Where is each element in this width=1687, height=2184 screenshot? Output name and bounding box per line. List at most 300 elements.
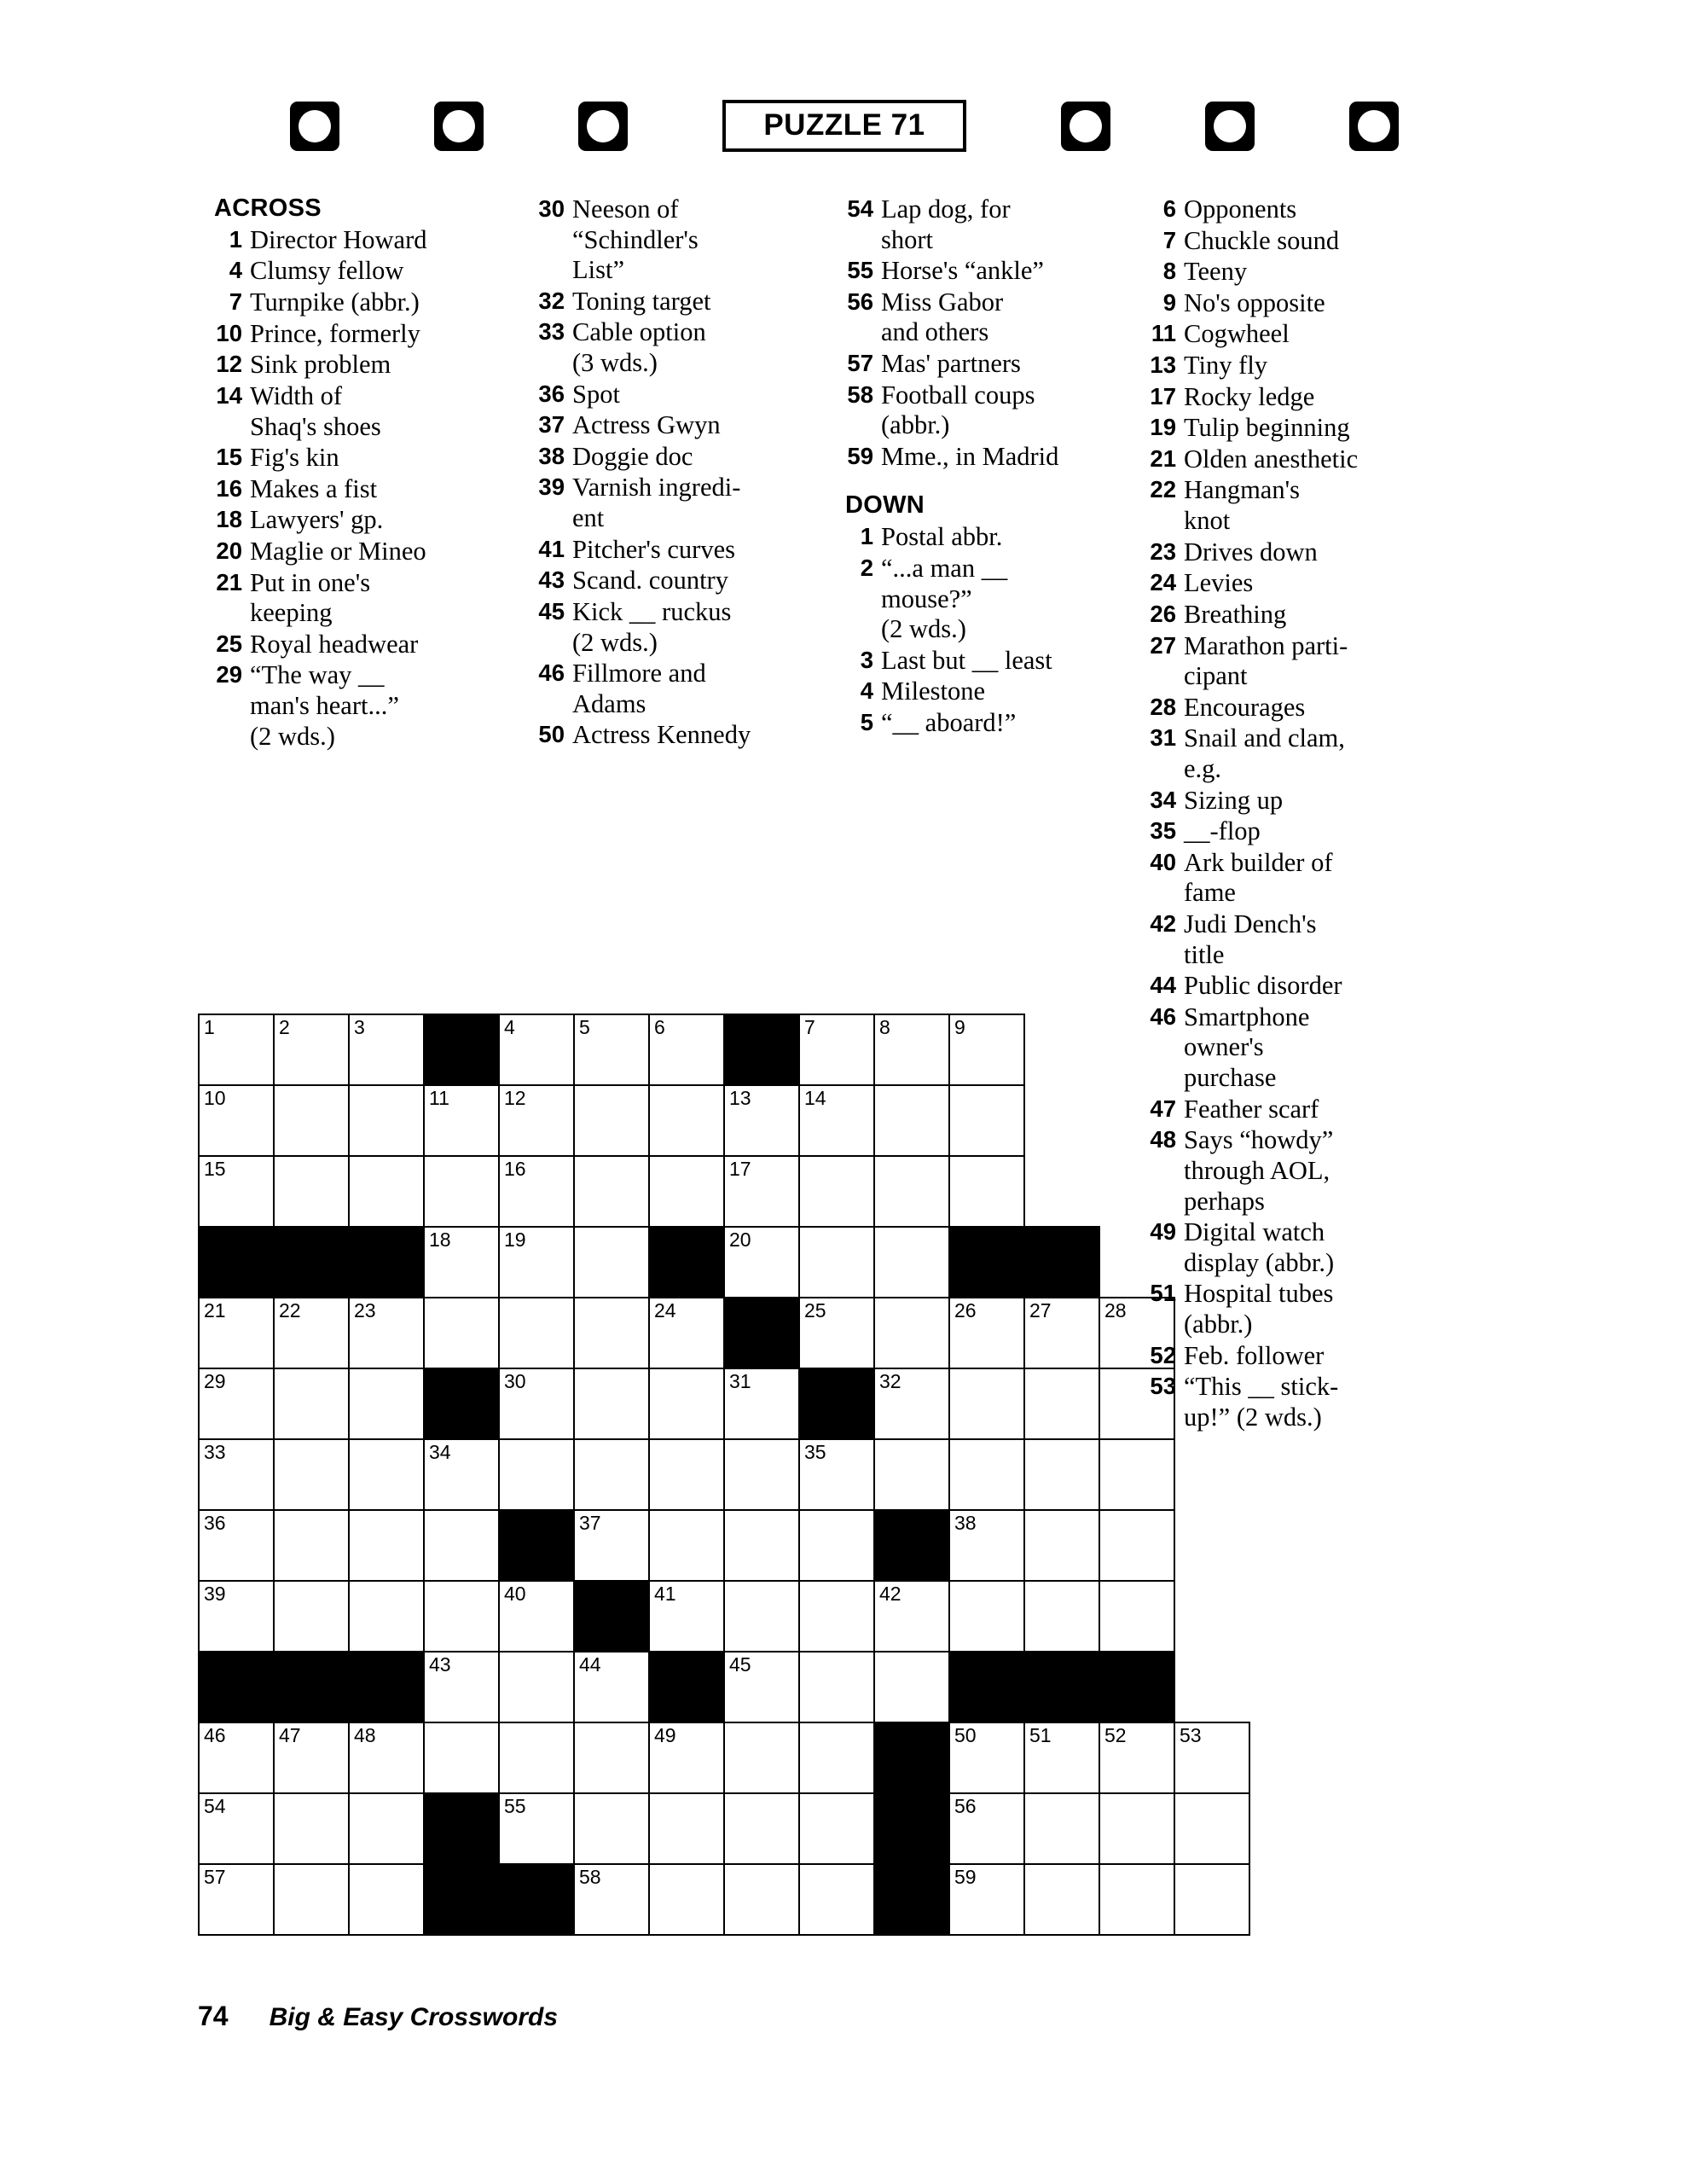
clue-line: Teeny <box>1184 257 1248 287</box>
grid-cell[interactable] <box>349 1014 424 1085</box>
grid-cell[interactable] <box>724 1368 799 1439</box>
clue-line: ent <box>572 503 605 533</box>
clue-line: “Schindler's <box>572 224 699 254</box>
clue-item <box>840 646 1156 677</box>
grid-cell-block <box>424 1014 499 1085</box>
grid-cell[interactable] <box>874 1652 949 1722</box>
punch-hole-icon <box>578 102 628 151</box>
clue-line: Clumsy fellow <box>250 256 404 286</box>
clue-item <box>209 660 533 752</box>
grid-cell[interactable] <box>199 1298 274 1368</box>
clue-line: “...a man __ <box>881 553 1008 583</box>
grid-cell[interactable] <box>799 1014 874 1085</box>
clue-item <box>1143 909 1458 970</box>
grid-cell[interactable] <box>724 1439 799 1510</box>
clue-item <box>209 350 533 380</box>
grid-cell[interactable] <box>349 1156 424 1227</box>
clue-text <box>881 349 1156 380</box>
grid-cell-number: 30 <box>504 1370 526 1392</box>
grid-cell[interactable] <box>949 1156 1024 1227</box>
grid-cell-number: 15 <box>204 1158 226 1180</box>
grid-cell-number: 8 <box>879 1016 890 1038</box>
clue-item <box>840 708 1156 739</box>
grid-cell[interactable] <box>574 1722 649 1793</box>
clue-text <box>250 288 533 318</box>
grid-cell-block <box>649 1227 724 1298</box>
grid-cell[interactable] <box>949 1581 1024 1652</box>
clue-text <box>572 317 855 378</box>
clue-text <box>881 380 1156 441</box>
clue-line: knot <box>1184 506 1231 536</box>
clue-item <box>1143 319 1458 350</box>
grid-cell-number: 52 <box>1104 1724 1127 1746</box>
clue-number: 29 <box>216 661 242 688</box>
clue-item <box>531 380 855 410</box>
clue-line: Makes a fist <box>250 473 378 503</box>
clue-item <box>531 410 855 441</box>
grid-cell[interactable] <box>349 1510 424 1581</box>
grid-cell[interactable] <box>724 1085 799 1156</box>
clue-text <box>1184 568 1458 599</box>
clue-number: 32 <box>538 287 565 314</box>
grid-cell-number: 1 <box>204 1016 215 1038</box>
clue-line: Pitcher's curves <box>572 534 735 564</box>
grid-cell[interactable] <box>424 1581 499 1652</box>
punch-hole-icon <box>1349 102 1399 151</box>
clue-line: Mas' partners <box>881 349 1021 379</box>
grid-cell[interactable] <box>949 1864 1024 1935</box>
grid-cell[interactable] <box>724 1793 799 1864</box>
grid-cell[interactable] <box>799 1298 874 1368</box>
clue-line: Cogwheel <box>1184 319 1290 349</box>
grid-cell[interactable] <box>799 1510 874 1581</box>
grid-cell-number: 45 <box>729 1653 751 1676</box>
clue-number: 39 <box>538 473 565 501</box>
grid-cell[interactable] <box>574 1156 649 1227</box>
grid-cell[interactable] <box>199 1368 274 1439</box>
clue-text <box>250 568 533 629</box>
grid-cell-number: 17 <box>729 1158 751 1180</box>
clue-line: Adams <box>572 688 646 718</box>
grid-cell[interactable] <box>949 1722 1024 1793</box>
grid-cell[interactable] <box>499 1581 574 1652</box>
grid-cell[interactable] <box>1099 1510 1174 1581</box>
grid-cell[interactable] <box>724 1722 799 1793</box>
clue-number: 21 <box>216 568 242 595</box>
grid-cell[interactable] <box>799 1652 874 1722</box>
clue-text <box>1184 693 1458 723</box>
grid-cell-block <box>799 1368 874 1439</box>
clue-number: 15 <box>216 444 242 471</box>
grid-cell[interactable] <box>649 1510 724 1581</box>
clue-text <box>1184 537 1458 568</box>
clue-line: Football coups <box>881 380 1035 410</box>
grid-cell[interactable] <box>499 1014 574 1085</box>
clue-number: 43 <box>538 566 565 594</box>
grid-cell[interactable] <box>724 1156 799 1227</box>
grid-row <box>199 1014 1249 1085</box>
clue-text <box>1184 909 1458 970</box>
grid-cell[interactable] <box>274 1864 349 1935</box>
clue-item <box>209 505 533 536</box>
clue-text <box>572 195 855 286</box>
grid-cell[interactable] <box>349 1793 424 1864</box>
grid-cell[interactable] <box>199 1014 274 1085</box>
clue-text <box>572 473 855 533</box>
grid-cell[interactable] <box>424 1156 499 1227</box>
clue-item <box>531 535 855 566</box>
clue-line: Hospital tubes <box>1184 1279 1334 1309</box>
grid-cell-number: 55 <box>504 1795 526 1817</box>
grid-cell[interactable] <box>424 1439 499 1510</box>
grid-cell-block <box>499 1510 574 1581</box>
clue-number: 38 <box>538 442 565 469</box>
clue-text <box>1184 382 1458 413</box>
grid-cell-number: 5 <box>579 1016 590 1038</box>
grid-cell[interactable] <box>274 1085 349 1156</box>
grid-cell-block <box>1024 1652 1099 1722</box>
grid-cell[interactable] <box>799 1793 874 1864</box>
clue-text <box>1184 444 1458 475</box>
clue-text <box>250 443 533 473</box>
grid-cell[interactable] <box>349 1581 424 1652</box>
grid-cell-block <box>724 1014 799 1085</box>
clue-item <box>1143 351 1458 381</box>
grid-cell[interactable] <box>1024 1793 1099 1864</box>
grid-row <box>199 1864 1249 1935</box>
clue-line: Smartphone <box>1184 1002 1310 1031</box>
grid-cell[interactable] <box>274 1581 349 1652</box>
clue-number: 50 <box>538 721 565 748</box>
clue-text <box>1184 351 1458 381</box>
grid-cell[interactable] <box>724 1510 799 1581</box>
grid-cell[interactable] <box>799 1581 874 1652</box>
grid-cell[interactable] <box>949 1298 1024 1368</box>
grid-cell[interactable] <box>724 1652 799 1722</box>
grid-cell[interactable] <box>199 1793 274 1864</box>
grid-cell[interactable] <box>274 1156 349 1227</box>
grid-cell[interactable] <box>574 1227 649 1298</box>
grid-cell[interactable] <box>199 1581 274 1652</box>
grid-cell[interactable] <box>949 1793 1024 1864</box>
grid-cell[interactable] <box>949 1014 1024 1085</box>
grid-cell[interactable] <box>874 1156 949 1227</box>
clue-text <box>881 195 1156 255</box>
clue-text <box>572 442 855 473</box>
grid-cell[interactable] <box>499 1722 574 1793</box>
clue-item <box>1143 413 1458 444</box>
clue-item <box>1143 226 1458 257</box>
grid-cell[interactable] <box>274 1298 349 1368</box>
page-footer <box>198 2001 558 2032</box>
grid-cell-number: 12 <box>504 1087 526 1109</box>
grid-cell[interactable] <box>1174 1864 1249 1935</box>
grid-cell[interactable] <box>574 1014 649 1085</box>
grid-cell[interactable] <box>649 1722 724 1793</box>
clue-text <box>1184 631 1458 692</box>
grid-cell[interactable] <box>574 1652 649 1722</box>
grid-cell[interactable] <box>424 1722 499 1793</box>
grid-row <box>199 1652 1249 1722</box>
clue-number: 7 <box>1162 226 1176 253</box>
clue-line: Sizing up <box>1184 785 1284 815</box>
grid-cell[interactable] <box>349 1085 424 1156</box>
grid-cell[interactable] <box>649 1581 724 1652</box>
grid-cell[interactable] <box>349 1368 424 1439</box>
clue-number: 42 <box>1150 910 1176 938</box>
grid-cell[interactable] <box>274 1014 349 1085</box>
grid-cell[interactable] <box>499 1439 574 1510</box>
clue-number: 52 <box>1150 1341 1176 1368</box>
grid-cell[interactable] <box>799 1085 874 1156</box>
grid-cell[interactable] <box>424 1510 499 1581</box>
grid-cell[interactable] <box>424 1085 499 1156</box>
page-title: PUZZLE 71 <box>722 100 965 152</box>
clue-line: (abbr.) <box>1184 1309 1253 1339</box>
grid-cell[interactable] <box>349 1439 424 1510</box>
clue-line: Royal headwear <box>250 629 419 659</box>
clue-number: 17 <box>1150 382 1176 410</box>
grid-cell[interactable] <box>574 1439 649 1510</box>
grid-cell[interactable] <box>649 1156 724 1227</box>
grid-cell[interactable] <box>1099 1793 1174 1864</box>
grid-cell[interactable] <box>1099 1581 1174 1652</box>
grid-cell[interactable] <box>499 1368 574 1439</box>
grid-cell[interactable] <box>874 1085 949 1156</box>
grid-cell[interactable] <box>1024 1510 1099 1581</box>
clue-line: Public disorder <box>1184 971 1342 1001</box>
grid-cell[interactable] <box>274 1510 349 1581</box>
grid-cell[interactable] <box>1024 1864 1099 1935</box>
grid-cell-number: 6 <box>654 1016 665 1038</box>
clue-item <box>840 677 1156 707</box>
grid-cell[interactable] <box>649 1298 724 1368</box>
clue-line: Actress Gwyn <box>572 410 721 440</box>
grid-cell[interactable] <box>1099 1298 1174 1368</box>
grid-cell-block <box>349 1652 424 1722</box>
clue-number: 23 <box>1150 537 1176 565</box>
grid-cell[interactable] <box>1024 1298 1099 1368</box>
clue-item <box>209 288 533 318</box>
grid-cell[interactable] <box>649 1368 724 1439</box>
grid-cell[interactable] <box>199 1510 274 1581</box>
grid-cell-number: 40 <box>504 1583 526 1605</box>
clue-number: 27 <box>1150 631 1176 659</box>
grid-cell-number: 23 <box>354 1299 376 1321</box>
clue-number: 57 <box>847 350 873 377</box>
grid-cell[interactable] <box>649 1793 724 1864</box>
clue-item <box>209 256 533 287</box>
clue-text <box>881 288 1156 348</box>
grid-cell[interactable] <box>424 1652 499 1722</box>
grid-cell-number: 48 <box>354 1724 376 1746</box>
grid-cell[interactable] <box>724 1581 799 1652</box>
clue-item <box>1143 631 1458 692</box>
grid-cell[interactable] <box>649 1439 724 1510</box>
grid-cell[interactable] <box>1099 1368 1174 1439</box>
grid-cell[interactable] <box>349 1298 424 1368</box>
grid-cell[interactable] <box>1024 1722 1099 1793</box>
clue-text <box>1184 816 1458 847</box>
clue-item <box>531 317 855 378</box>
grid-cell[interactable] <box>274 1439 349 1510</box>
grid-cell[interactable] <box>424 1298 499 1368</box>
grid-cell[interactable] <box>499 1298 574 1368</box>
clue-item <box>840 288 1156 348</box>
clue-item <box>1143 816 1458 847</box>
grid-cell[interactable] <box>724 1227 799 1298</box>
grid-cell[interactable] <box>649 1085 724 1156</box>
grid-cell[interactable] <box>1099 1439 1174 1510</box>
grid-row <box>199 1581 1249 1652</box>
grid-cell[interactable] <box>1024 1439 1099 1510</box>
clue-number: 5 <box>860 709 873 735</box>
clue-line: List” <box>572 255 624 285</box>
grid-cell-number: 20 <box>729 1228 751 1251</box>
grid-row <box>199 1510 1249 1581</box>
grid-cell[interactable] <box>799 1227 874 1298</box>
clue-line: Opponents <box>1184 195 1297 224</box>
across-heading: ACROSS <box>214 195 322 222</box>
grid-cell[interactable] <box>1099 1722 1174 1793</box>
grid-cell-block <box>724 1298 799 1368</box>
clue-line: Lap dog, for <box>881 195 1011 224</box>
grid-cell[interactable] <box>574 1368 649 1439</box>
grid-cell[interactable] <box>874 1439 949 1510</box>
grid-cell[interactable] <box>874 1368 949 1439</box>
clue-text <box>250 537 533 567</box>
clue-item <box>209 474 533 505</box>
clue-number: 56 <box>847 288 873 315</box>
grid-cell[interactable] <box>874 1014 949 1085</box>
grid-cell[interactable] <box>574 1298 649 1368</box>
grid-cell[interactable] <box>349 1722 424 1793</box>
grid-cell-number: 46 <box>204 1724 226 1746</box>
grid-cell[interactable] <box>949 1439 1024 1510</box>
grid-cell[interactable] <box>499 1793 574 1864</box>
clue-number: 4 <box>860 677 873 705</box>
grid-cell[interactable] <box>949 1510 1024 1581</box>
crossword-grid[interactable] <box>198 1014 1250 1936</box>
grid-cell-number: 16 <box>504 1158 526 1180</box>
grid-row <box>199 1439 1249 1510</box>
clue-text <box>250 474 533 505</box>
grid-cell-block <box>274 1227 349 1298</box>
grid-cell[interactable] <box>724 1864 799 1935</box>
grid-cell[interactable] <box>1024 1368 1099 1439</box>
clue-line: and others <box>881 317 989 347</box>
clue-line: through AOL, <box>1184 1155 1330 1185</box>
clue-item <box>1143 848 1458 909</box>
grid-cell[interactable] <box>499 1156 574 1227</box>
clue-text <box>881 442 1156 473</box>
grid-cell[interactable] <box>499 1085 574 1156</box>
grid-cell-block <box>874 1864 949 1935</box>
grid-cell[interactable] <box>799 1722 874 1793</box>
grid-cell[interactable] <box>199 1864 274 1935</box>
grid-cell-block <box>949 1652 1024 1722</box>
clue-item <box>209 443 533 473</box>
grid-cell[interactable] <box>199 1439 274 1510</box>
grid-cell[interactable] <box>1099 1864 1174 1935</box>
grid-row <box>199 1722 1249 1793</box>
grid-row <box>199 1227 1249 1298</box>
clue-number: 2 <box>860 554 873 581</box>
grid-cell-block <box>1024 1227 1099 1298</box>
grid-cell-number: 51 <box>1029 1724 1052 1746</box>
grid-cell[interactable] <box>199 1156 274 1227</box>
clue-line: Marathon parti- <box>1184 630 1348 660</box>
clue-text <box>572 535 855 566</box>
grid-cell[interactable] <box>274 1722 349 1793</box>
clue-line: Chuckle sound <box>1184 225 1340 255</box>
grid-cell[interactable] <box>874 1227 949 1298</box>
clue-number: 10 <box>216 319 242 346</box>
clue-item <box>531 566 855 596</box>
grid-cell[interactable] <box>199 1085 274 1156</box>
grid-cell-number: 18 <box>429 1228 451 1251</box>
clue-line: short <box>881 224 933 254</box>
grid-cell-block <box>349 1227 424 1298</box>
grid-cell[interactable] <box>199 1722 274 1793</box>
grid-cell-number: 38 <box>954 1512 977 1534</box>
grid-cell[interactable] <box>274 1368 349 1439</box>
clue-item <box>531 473 855 533</box>
grid-cell[interactable] <box>799 1156 874 1227</box>
grid-cell[interactable] <box>1174 1793 1249 1864</box>
clue-text <box>572 720 855 751</box>
clue-item <box>1143 693 1458 723</box>
clue-item <box>840 442 1156 473</box>
grid-cell-number: 29 <box>204 1370 226 1392</box>
grid-cell[interactable] <box>649 1014 724 1085</box>
grid-cell[interactable] <box>949 1368 1024 1439</box>
grid-cell[interactable] <box>949 1085 1024 1156</box>
clue-text <box>1184 475 1458 536</box>
grid-cell[interactable] <box>574 1510 649 1581</box>
clue-line: Turnpike (abbr.) <box>250 288 420 317</box>
grid-cell[interactable] <box>349 1864 424 1935</box>
grid-cell[interactable] <box>574 1085 649 1156</box>
grid-cell-number: 59 <box>954 1866 977 1888</box>
grid-cell[interactable] <box>649 1864 724 1935</box>
clue-number: 1 <box>229 225 242 253</box>
grid-cell[interactable] <box>1024 1581 1099 1652</box>
grid-cell[interactable] <box>424 1227 499 1298</box>
grid-cell[interactable] <box>574 1864 649 1935</box>
clue-text <box>572 566 855 596</box>
grid-cell[interactable] <box>499 1227 574 1298</box>
grid-cell-number: 22 <box>279 1299 301 1321</box>
grid-cell[interactable] <box>574 1793 649 1864</box>
clue-item <box>531 195 855 286</box>
grid-cell[interactable] <box>799 1439 874 1510</box>
grid-row <box>199 1156 1249 1227</box>
clue-line: display (abbr.) <box>1184 1247 1335 1277</box>
clue-line: Varnish ingredi- <box>572 473 741 502</box>
grid-cell[interactable] <box>874 1581 949 1652</box>
grid-cell[interactable] <box>499 1652 574 1722</box>
grid-row <box>199 1793 1249 1864</box>
clue-line: Shaq's shoes <box>250 411 381 441</box>
clue-item <box>209 537 533 567</box>
grid-cell[interactable] <box>874 1298 949 1368</box>
grid-cell[interactable] <box>1174 1722 1249 1793</box>
grid-cell[interactable] <box>274 1793 349 1864</box>
grid-cell-number: 9 <box>954 1016 965 1038</box>
grid-cell-number: 7 <box>804 1016 815 1038</box>
grid-cell[interactable] <box>799 1864 874 1935</box>
